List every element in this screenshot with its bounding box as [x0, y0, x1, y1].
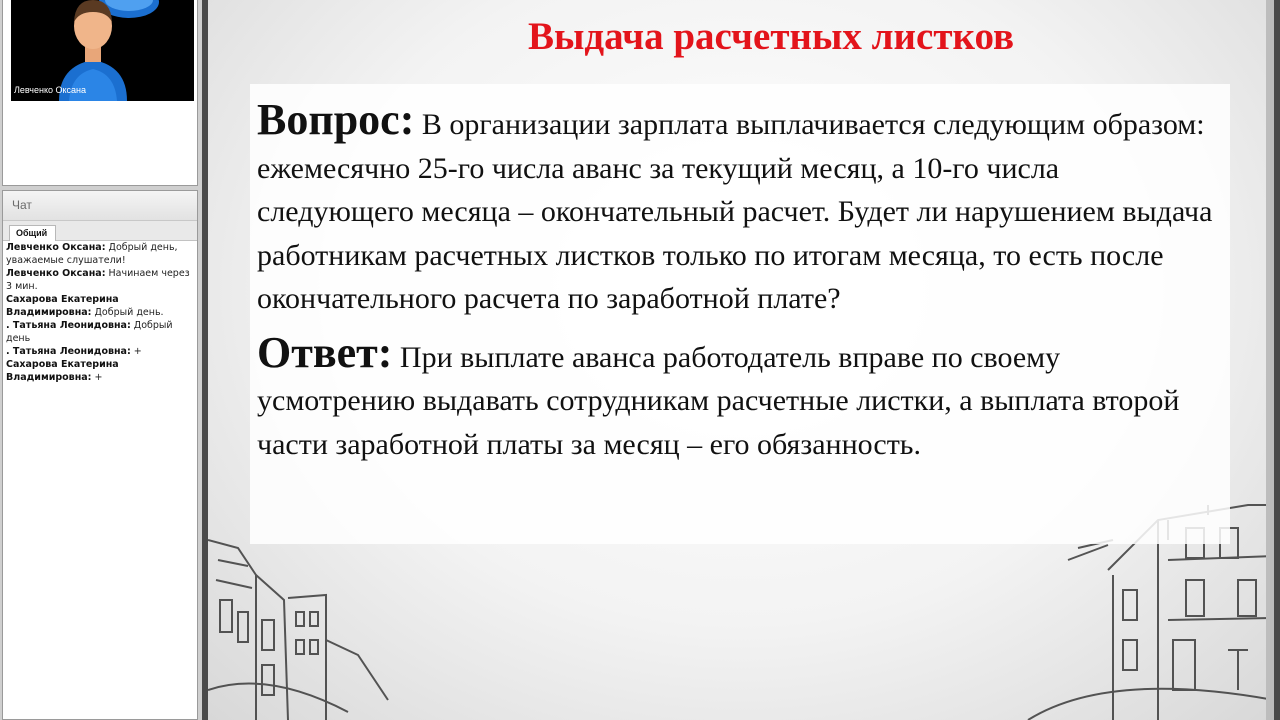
chat-message — [6, 319, 195, 345]
answer-label: Ответ: — [257, 327, 393, 377]
chat-message — [6, 267, 195, 293]
chat-message — [6, 241, 195, 267]
chat-sender: . Татьяна Леонидовна: — [6, 320, 131, 331]
slide-right-edge — [1266, 0, 1274, 720]
chat-text: + — [91, 372, 103, 383]
chat-tab-general[interactable]: Общий — [9, 225, 56, 241]
slide — [208, 0, 1274, 720]
chat-panel — [2, 190, 198, 720]
question-paragraph — [257, 95, 1217, 321]
chat-message — [6, 293, 195, 319]
question-text: В организации зарплата выплачивается следующим образом: ежемесячно 25-го числа аванс за текущий месяц, а 10-го числа следующего месяца – окончательный расчет. Будет ли нарушением выдача работникам расчетных листков только по итогам месяца, то есть после окончательного расчета по заработной плате? — [257, 108, 1213, 315]
answer-text: При выплате аванса работодатель вправе по своему усмотрению выдавать сотрудникам расчетные листки, а выплата второй части заработной платы за месяц – его обязанность. — [257, 340, 1180, 461]
chat-sender: Левченко Оксана: — [6, 268, 106, 279]
chat-header: Чат — [3, 191, 197, 221]
presentation-area — [202, 0, 1280, 720]
left-sidebar — [0, 0, 202, 720]
chat-text: + — [130, 346, 142, 357]
webcam-panel — [2, 0, 198, 186]
chat-text: Добрый день, уважаемые слушатели! — [6, 242, 178, 266]
chat-message — [6, 345, 195, 358]
chat-message — [6, 358, 195, 384]
chat-message-list[interactable] — [3, 241, 197, 384]
answer-paragraph — [257, 327, 1217, 467]
chat-sender: Сахарова Екатерина Владимировна: — [6, 359, 119, 383]
slide-body — [257, 95, 1217, 466]
chat-text: Начинаем через 3 мин. — [6, 268, 190, 292]
chat-tab-bar — [3, 221, 197, 241]
chat-text: Добрый день. — [91, 307, 164, 318]
chat-sender: Левченко Оксана: — [6, 242, 106, 253]
chat-text: Добрый день — [6, 320, 173, 344]
chat-sender: . Татьяна Леонидовна: — [6, 346, 131, 357]
question-label: Вопрос: — [257, 95, 415, 144]
slide-title: Выдача расчетных листков — [527, 15, 1015, 58]
presenter-video — [11, 0, 194, 101]
presenter-name-label: Левченко Оксана — [14, 85, 87, 95]
chat-sender: Сахарова Екатерина Владимировна: — [6, 294, 119, 318]
